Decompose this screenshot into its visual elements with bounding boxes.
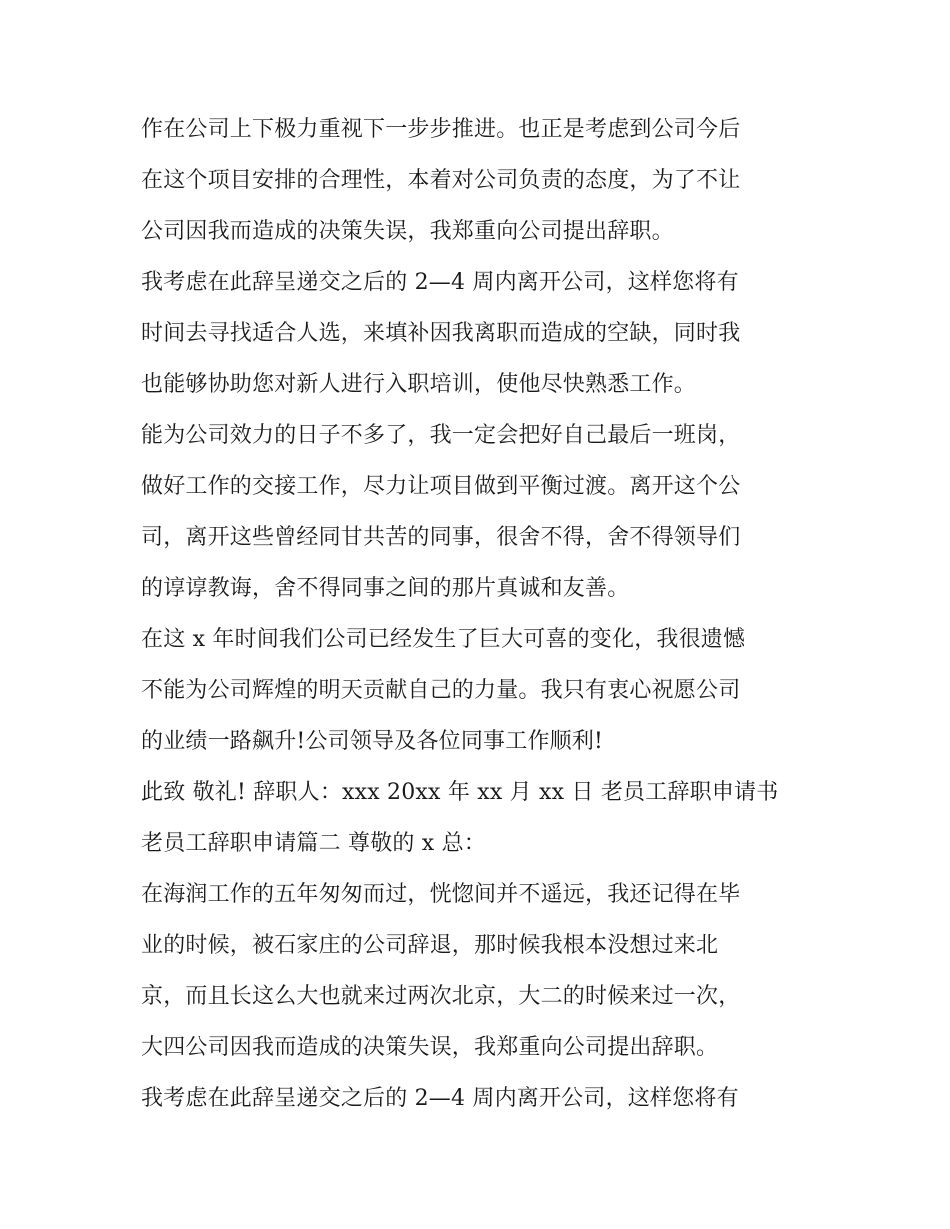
text-line: 不能为公司辉煌的明天贡献自己的力量。我只有衷心祝愿公司 (141, 678, 741, 703)
text-line: 大四公司因我而造成的决策失误，我郑重向公司提出辞职。 (141, 1035, 719, 1060)
text-line: 京，而且长这么大也就来过两次北京，大二的时候来过一次， (141, 984, 741, 1009)
text-line: 在这个项目安排的合理性，本着对公司负责的态度，为了不让 (141, 168, 741, 193)
text-line: 我考虑在此辞呈递交之后的 2—4 周内离开公司，这样您将有 (141, 270, 739, 295)
text-line: 在这 x 年时间我们公司已经发生了巨大可喜的变化，我很遗憾 (141, 627, 746, 652)
text-line: 的业绩一路飙升!公司领导及各位同事工作顺利! (141, 729, 604, 754)
text-line: 也能够协助您对新人进行入职培训，使他尽快熟悉工作。 (141, 372, 697, 397)
document-body (141, 104, 821, 1124)
text-line: 我考虑在此辞呈递交之后的 2—4 周内离开公司，这样您将有 (141, 1086, 739, 1111)
text-line: 能为公司效力的日子不多了，我一定会把好自己最后一班岗， (141, 423, 741, 448)
text-line: 时间去寻找适合人选，来填补因我离职而造成的空缺，同时我 (141, 321, 741, 346)
text-line: 公司因我而造成的决策失误，我郑重向公司提出辞职。 (141, 219, 674, 244)
text-line: 业的时候，被石家庄的公司辞退，那时候我根本没想过来北 (141, 933, 719, 958)
text-line: 老员工辞职申请篇二 尊敬的 x 总： (141, 831, 486, 856)
text-line: 作在公司上下极力重视下一步步推进。也正是考虑到公司今后 (141, 117, 741, 142)
text-line: 司，离开这些曾经同甘共苦的同事，很舍不得，舍不得领导们 (141, 525, 741, 550)
text-line: 此致 敬礼! 辞职人：xxx 20xx 年 xx 月 xx 日 老员工辞职申请书 (141, 780, 779, 805)
text-line: 的谆谆教诲，舍不得同事之间的那片真诚和友善。 (141, 576, 630, 601)
text-line: 做好工作的交接工作，尽力让项目做到平衡过渡。离开这个公 (141, 474, 741, 499)
text-line: 在海润工作的五年匆匆而过，恍惚间并不遥远，我还记得在毕 (141, 882, 741, 907)
